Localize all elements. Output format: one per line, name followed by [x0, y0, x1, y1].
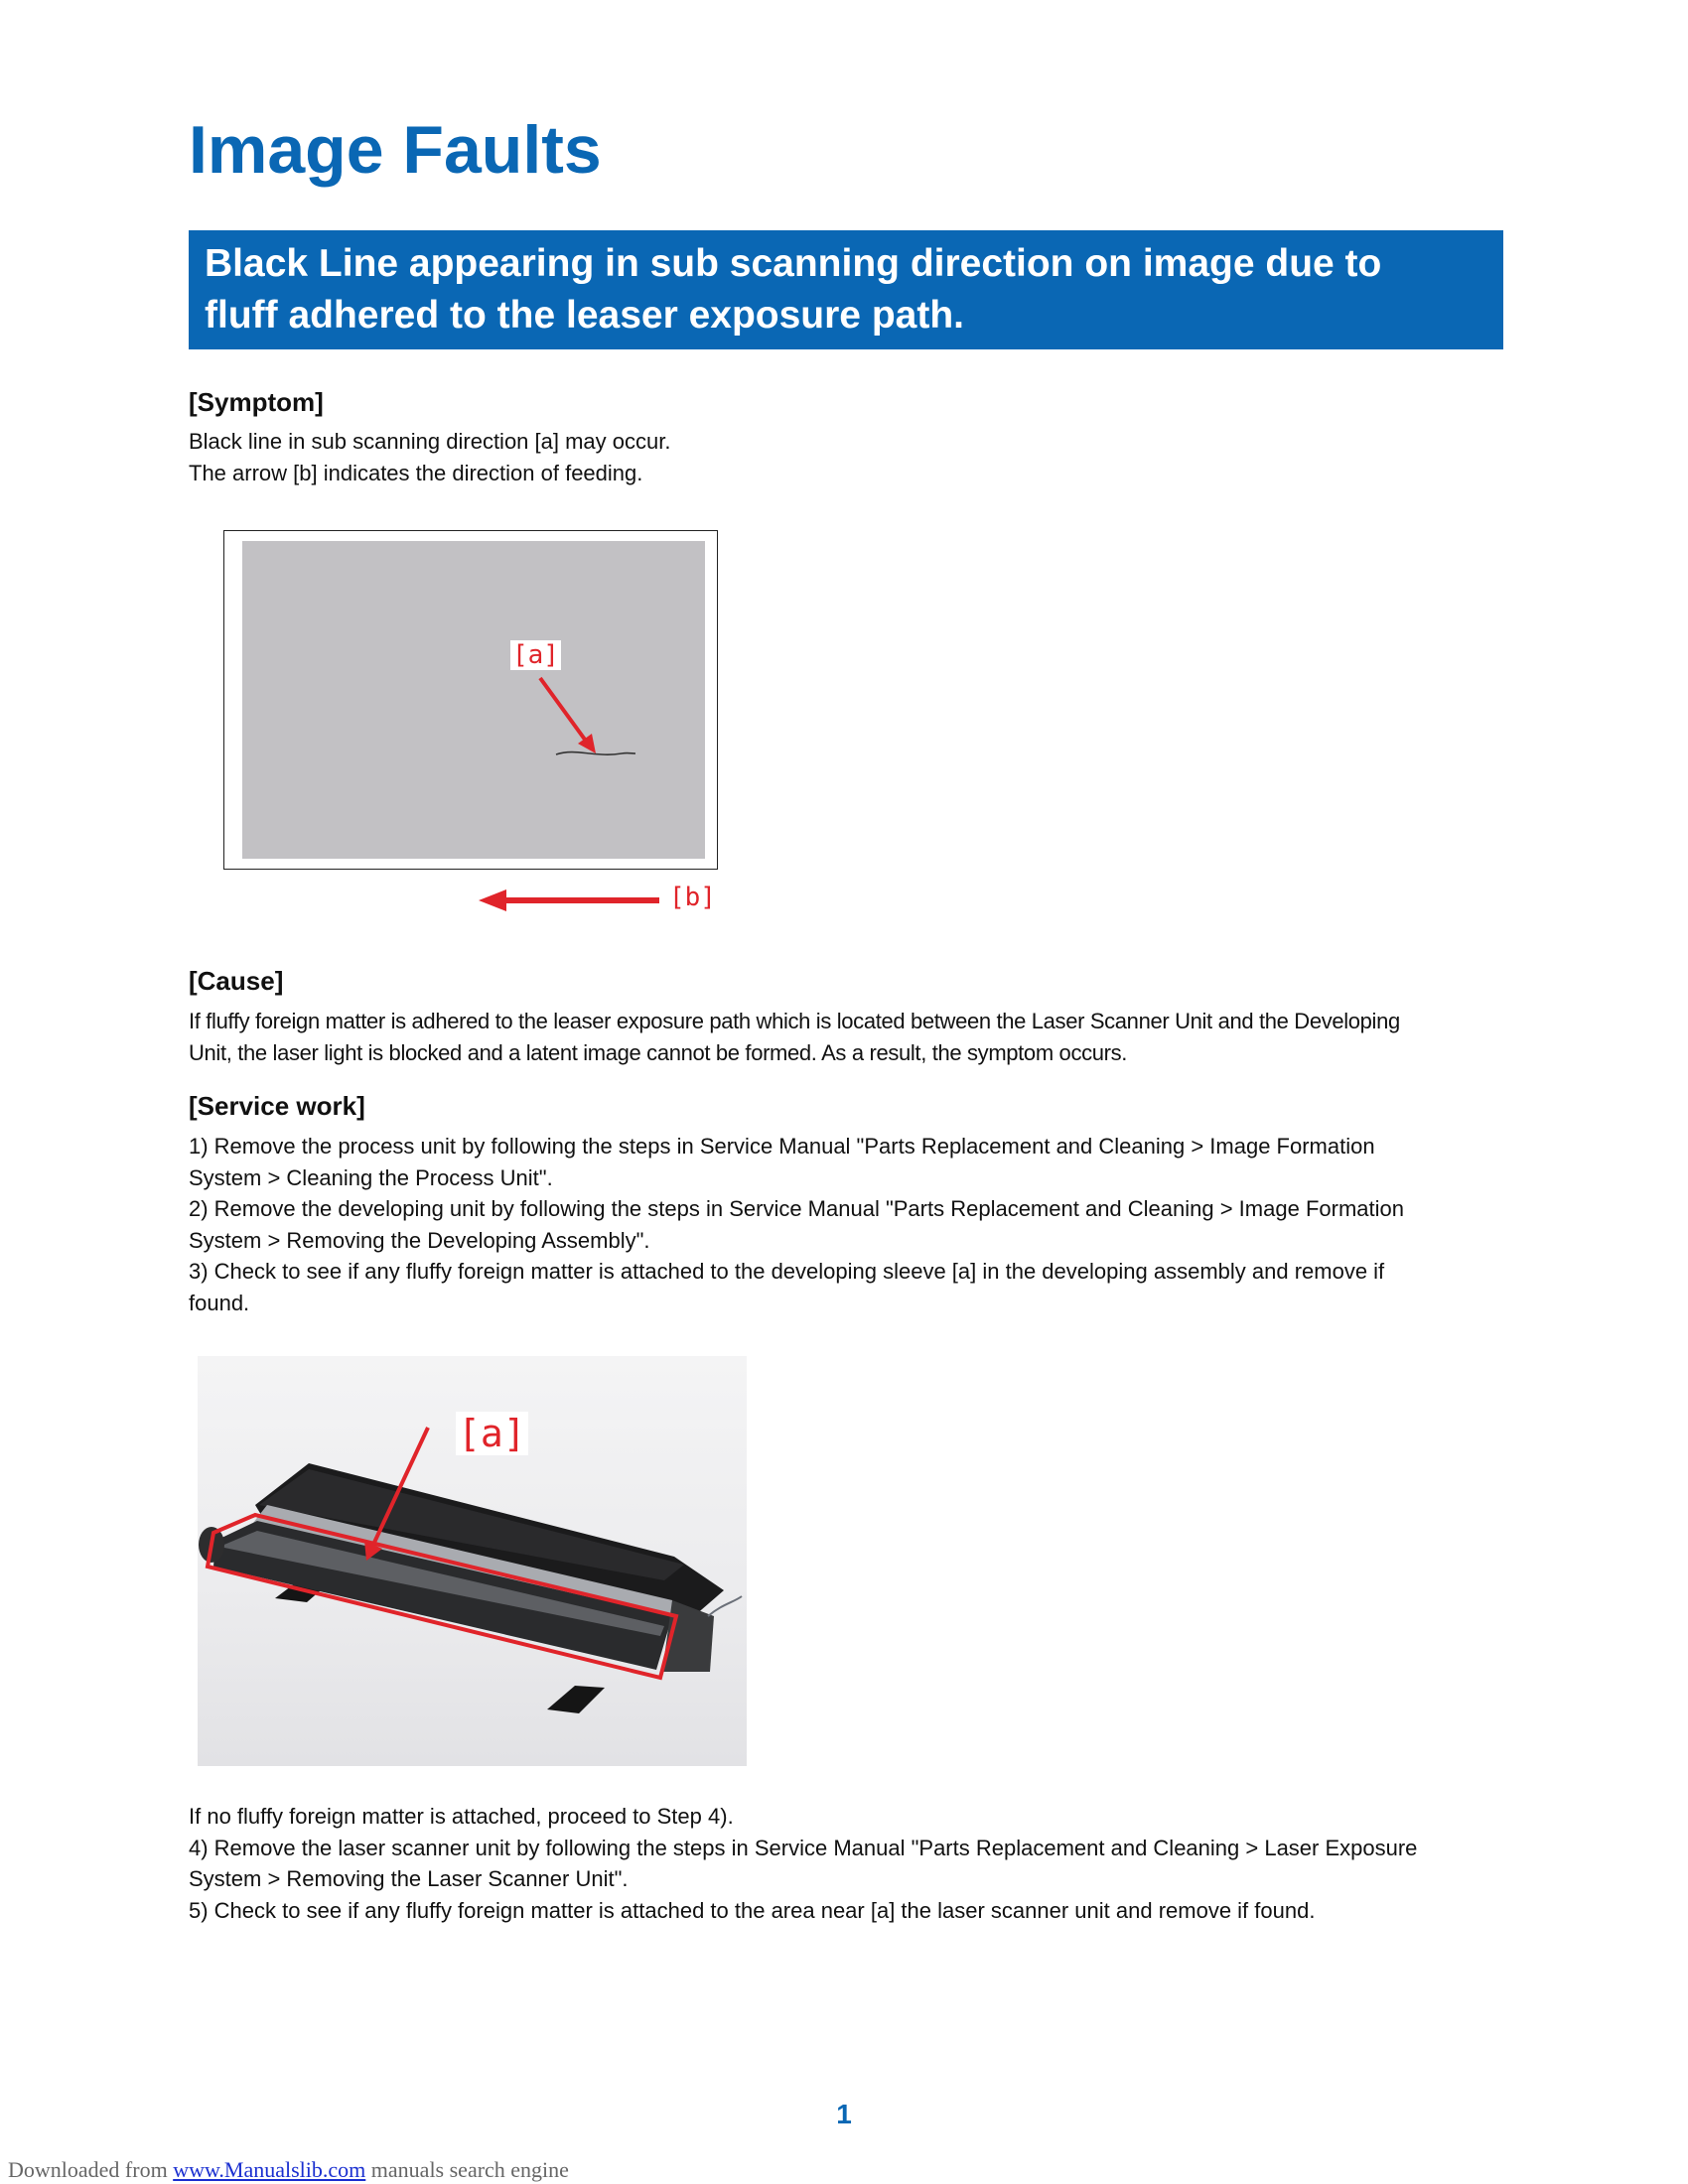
- page-number: 1: [836, 2099, 852, 2129]
- section-banner: [189, 230, 1503, 349]
- symptom-line: Black line in sub scanning direction [a] may occur.: [189, 429, 671, 454]
- figure-label-b: [b]: [669, 883, 716, 912]
- step-line: System > Removing the Developing Assembly".: [189, 1227, 650, 1253]
- figure-label-a: [a]: [512, 640, 559, 670]
- cause-heading: [Cause]: [189, 966, 284, 996]
- step-line: System > Removing the Laser Scanner Unit".: [189, 1866, 629, 1891]
- cause-line: Unit, the laser light is blocked and a latent image cannot be formed. As a result, the symptom occurs.: [189, 1039, 1128, 1065]
- service-steps-1-3: [189, 1131, 1509, 1318]
- footer: [8, 2157, 569, 2183]
- banner-line-2: fluff adhered to the leaser exposure path.: [205, 294, 964, 337]
- step-line: 5) Check to see if any fluffy foreign matter is attached to the area near [a] the laser scanner unit and remove if found.: [189, 1897, 1316, 1923]
- service-work-heading: [Service work]: [189, 1091, 365, 1121]
- step-line: 4) Remove the laser scanner unit by following the steps in Service Manual "Parts Replacement and Cleaning > Laser Exposure: [189, 1835, 1418, 1860]
- footer-suffix: manuals search engine: [365, 2157, 569, 2182]
- step-line: If no fluffy foreign matter is attached, proceed to Step 4).: [189, 1804, 734, 1829]
- pointer-arrow-a: [540, 678, 588, 744]
- step-line: System > Cleaning the Process Unit".: [189, 1164, 553, 1190]
- figure-label-a: [a]: [458, 1412, 526, 1455]
- support-foot-right: [547, 1686, 605, 1713]
- banner-line-1: Black Line appearing in sub scanning direction on image due to: [205, 242, 1382, 285]
- symptom-annotations: [224, 531, 719, 871]
- step-line: found.: [189, 1290, 250, 1315]
- step-line: 3) Check to see if any fluffy foreign matter is attached to the developing sleeve [a] in the developing assembly and remove if: [189, 1259, 1385, 1284]
- cause-text: [189, 1006, 1509, 1068]
- footer-prefix: Downloaded from: [8, 2157, 174, 2182]
- service-steps-4-5: [189, 1801, 1509, 1926]
- manualslib-link[interactable]: www.Manualslib.com: [173, 2157, 366, 2182]
- symptom-line: The arrow [b] indicates the direction of feeding.: [189, 460, 643, 485]
- page-title: Image Faults: [189, 112, 602, 188]
- black-line-defect: [556, 752, 635, 755]
- symptom-figure: [223, 530, 718, 870]
- feed-direction-arrow: [477, 886, 675, 915]
- step-line: 2) Remove the developing unit by following the steps in Service Manual "Parts Replacement and Cleaning > Image Formation: [189, 1196, 1404, 1221]
- developing-assembly-photo: [198, 1356, 747, 1766]
- cause-line: If fluffy foreign matter is adhered to the leaser exposure path which is located between the Laser Scanner Unit and the Developing: [189, 1009, 1400, 1033]
- step-line: 1) Remove the process unit by following the steps in Service Manual "Parts Replacement and Cleaning > Image Formation: [189, 1134, 1375, 1159]
- symptom-text: [189, 426, 1509, 488]
- symptom-heading: [Symptom]: [189, 387, 324, 417]
